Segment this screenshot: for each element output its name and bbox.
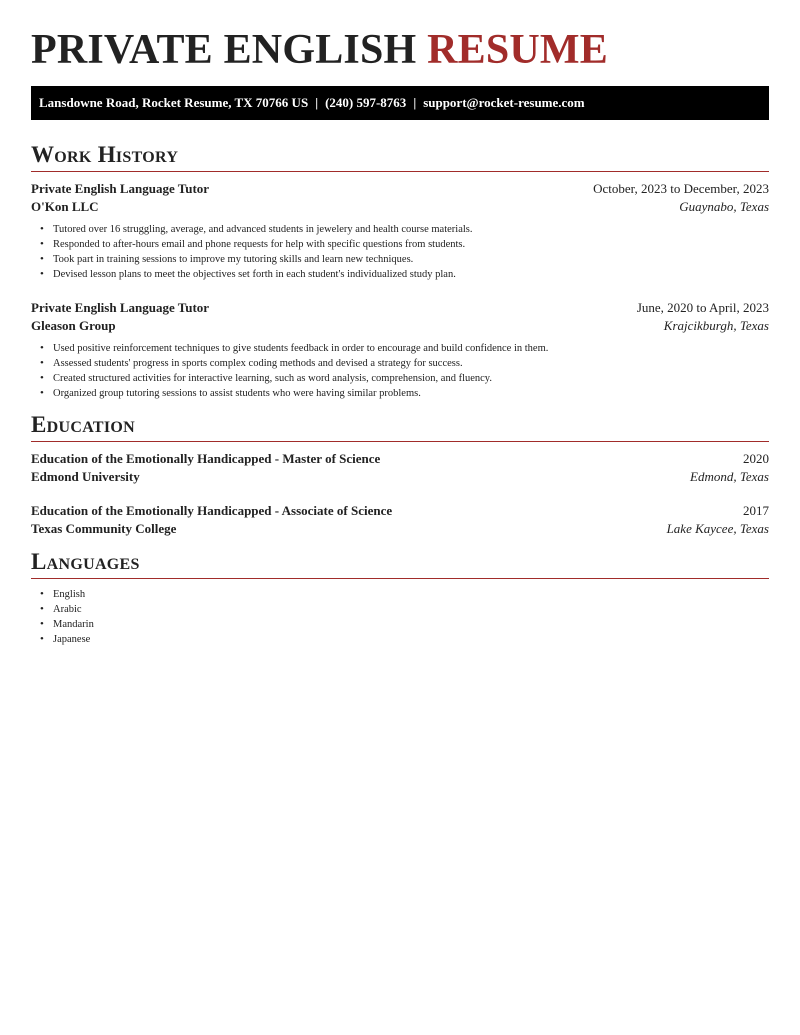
contact-separator: | [413, 95, 417, 110]
job-bullet-list [31, 222, 769, 282]
languages-section [31, 548, 769, 647]
contact-email[interactable]: support@rocket-resume.com [423, 95, 585, 110]
job-bullet: • Organized group tutoring sessions to assist students who were having similar problems. [53, 386, 769, 401]
language-item: • Japanese [53, 632, 769, 647]
title-accent: RESUME [427, 27, 608, 73]
job-bullet: • Assessed students' progress in sports complex coding methods and devised a strategy for success. [53, 356, 769, 371]
education-heading: Education [31, 411, 769, 442]
job-location: Guaynabo, Texas [679, 199, 769, 214]
job-title: Private English Language Tutor [31, 181, 210, 196]
education-school: Edmond University [31, 469, 140, 484]
job-title-row [31, 299, 769, 317]
title-main: PRIVATE ENGLISH [31, 27, 417, 73]
job-entry [31, 180, 769, 282]
job-bullet: • Used positive reinforcement techniques to give students feedback in order to encourage and build confidence in them. [53, 341, 769, 356]
job-bullet-list [31, 341, 769, 401]
education-entry [31, 502, 769, 538]
job-bullet: • Tutored over 16 struggling, average, and advanced students in jewelery and health course materials. [53, 222, 769, 237]
job-company: O'Kon LLC [31, 199, 99, 214]
education-location: Lake Kaycee, Texas [666, 521, 769, 536]
education-degree-row [31, 450, 769, 468]
work-history-heading: Work History [31, 141, 769, 172]
job-entry [31, 299, 769, 401]
work-history-section [31, 141, 769, 401]
contact-bar [31, 86, 769, 120]
contact-address: Lansdowne Road, Rocket Resume, TX 70766 US [39, 95, 309, 110]
job-title: Private English Language Tutor [31, 300, 210, 315]
languages-list [31, 587, 769, 647]
job-company-row [31, 198, 769, 216]
job-bullet: • Devised lesson plans to meet the objectives set forth in each student's individualized study plan. [53, 267, 769, 282]
contact-phone: (240) 597-8763 [325, 95, 407, 110]
job-location: Krajcikburgh, Texas [663, 318, 769, 333]
education-location: Edmond, Texas [690, 469, 769, 484]
job-bullet: • Took part in training sessions to improve my tutoring skills and learn new techniques. [53, 252, 769, 267]
job-company-row [31, 317, 769, 335]
education-school: Texas Community College [31, 521, 177, 536]
education-degree-row [31, 502, 769, 520]
job-bullet: • Created structured activities for interactive learning, such as word analysis, comprehension, and fluency. [53, 371, 769, 386]
language-item: • English [53, 587, 769, 602]
contact-separator: | [315, 95, 319, 110]
resume-title [31, 26, 769, 74]
education-degree: Education of the Emotionally Handicapped - Master of Science [31, 451, 381, 466]
language-item: • Mandarin [53, 617, 769, 632]
job-bullet: • Responded to after-hours email and phone requests for help with specific questions from students. [53, 237, 769, 252]
education-year: 2017 [743, 503, 769, 518]
language-item: • Arabic [53, 602, 769, 617]
education-school-row [31, 520, 769, 538]
languages-heading: Languages [31, 548, 769, 579]
job-title-row [31, 180, 769, 198]
job-dates: June, 2020 to April, 2023 [636, 300, 769, 315]
education-degree: Education of the Emotionally Handicapped - Associate of Science [31, 503, 393, 518]
education-year: 2020 [743, 451, 769, 466]
education-school-row [31, 468, 769, 486]
job-company: Gleason Group [31, 318, 116, 333]
education-section [31, 411, 769, 538]
job-dates: October, 2023 to December, 2023 [593, 181, 769, 196]
education-entry [31, 450, 769, 486]
